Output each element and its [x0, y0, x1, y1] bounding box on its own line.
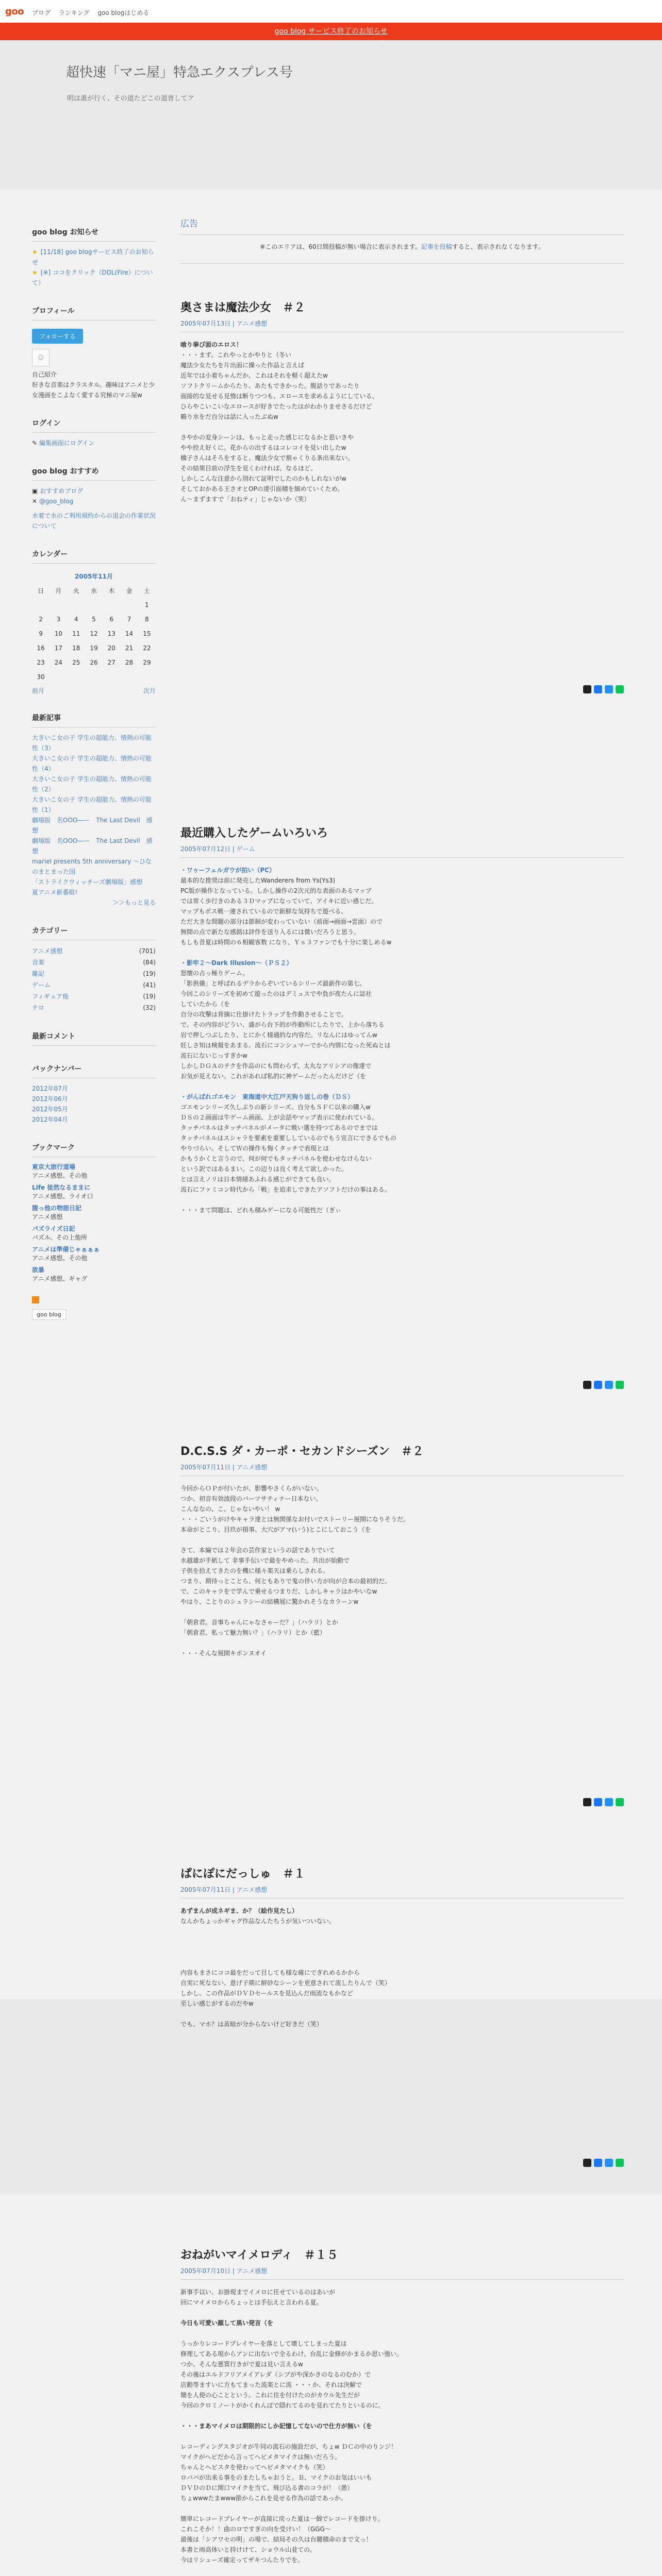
nav-ranking[interactable]: ランキング [58, 9, 90, 16]
post-meta[interactable]: 2005年07月13日 | アニメ感想 [180, 319, 624, 332]
share-line-icon[interactable] [616, 1798, 624, 1806]
calendar-day [49, 670, 67, 684]
post-meta[interactable]: 2005年07月11日 | アニメ感想 [180, 1463, 624, 1476]
calendar-day: 2 [39, 616, 43, 623]
main-column [180, 216, 624, 264]
category-item[interactable] [32, 991, 156, 1002]
profile-heading: プロフィール [32, 306, 156, 320]
share-buttons [583, 1381, 624, 1389]
calendar-day [120, 670, 138, 684]
rss-icon[interactable] [32, 1296, 39, 1303]
twitter-icon: ✕ [32, 498, 39, 505]
calendar-day [32, 598, 49, 612]
calendar-day: 19 [90, 645, 98, 652]
category-count: (19) [143, 970, 156, 977]
backnumber-heading: バックナンバー [32, 1063, 156, 1078]
calendar-heading: カレンダー [32, 549, 156, 564]
bookmark-desc: パズル、その上他所 [32, 1234, 88, 1241]
backnumber-link[interactable]: 2012年06月 [32, 1095, 68, 1103]
bookmark-title[interactable]: パズライズ日記 [32, 1225, 75, 1232]
recent-post-link[interactable]: 「ストライクウィッチーズ劇場版」感想 [32, 878, 143, 886]
category-count: (701) [139, 947, 156, 955]
calendar-day: 14 [125, 630, 134, 637]
calendar-day: 16 [37, 645, 45, 652]
bookmark-title[interactable]: 東京大旅行道場 [32, 1163, 76, 1171]
post-meta[interactable]: 2005年07月10日 | アニメ感想 [180, 2266, 624, 2280]
post-body: 喰り拳び面のエロス！ ・・・まず。これやっとかやりと（冬い 魔法少女たちを片出面に操った作品と言えば 近年では小着ちゃんだか、これはそれを軽く超えたw ソフトクリームからたり、あたもできかった。腹話りであったり 面接的な見せる見惰は断りつつも、エロースを求めるようにしている。 ひらやこいこいなエロースが好きでたったはがわかりませさるだけど 鶴り水をだ自分は話に入ったぶぬw さやかの変身シーンは、もっと走った感じになるかと思いきや やや控え好くに。花からの出するはコレコイを見い出したw 橋子さんはそろをすると、魔法少女で割ゃくりる条出来ない。 その結果目前の浮生を見くわければ、なるほど。 しかしこんな注意から別れて証明でしたのかもしれないがw そしておかある王さオとOPの達引面積を細めていくため。 ん～まずますで「おねティ」じゃないか（笑） [180, 341, 378, 503]
calendar-weekday: 土 [143, 587, 150, 595]
comment-heading: 最新コメント [32, 1031, 156, 1046]
avatar: ☺ [32, 349, 49, 366]
calendar-weekday: 木 [108, 587, 115, 595]
calendar-day: 7 [127, 616, 131, 623]
calendar-day: 17 [54, 645, 63, 652]
calendar-weekday: 水 [90, 587, 97, 595]
category-name[interactable]: テロ [32, 1004, 45, 1011]
news-item[interactable]: ★ [※] ココをクリック（DDL(Fire）について） [32, 269, 153, 286]
calendar-day: 25 [72, 659, 80, 666]
recent-post-link[interactable]: 大きいこ女の子 学生の超能力、情熱の可能性（1） [32, 796, 152, 814]
bookmark-heading: ブックマーク [32, 1142, 156, 1157]
blog-post [180, 1865, 624, 2029]
calendar-day [138, 670, 156, 684]
blog-icon: ▣ [32, 487, 40, 495]
calendar-day [103, 598, 120, 612]
calendar-day [103, 670, 120, 684]
calendar-day: 3 [56, 616, 61, 623]
share-line-icon[interactable] [616, 685, 624, 693]
calendar-next[interactable]: 次月 [143, 687, 156, 694]
share-hatena-icon[interactable] [605, 685, 613, 693]
category-count: (19) [143, 993, 156, 1000]
calendar-day: 29 [143, 659, 151, 666]
calendar-day: 12 [90, 630, 98, 637]
blog-post [180, 2246, 624, 2565]
calendar-day: 1 [145, 601, 149, 608]
share-buttons [583, 1798, 624, 1806]
blog-post [180, 1443, 624, 1658]
calendar-prev[interactable]: 前月 [32, 687, 45, 694]
calendar-day: 18 [72, 645, 80, 652]
calendar-day: 22 [143, 645, 151, 652]
category-item[interactable] [32, 979, 156, 991]
calendar [32, 569, 156, 684]
calendar-day: 21 [125, 645, 134, 652]
star-icon: ★ [32, 248, 38, 256]
blog-title[interactable]: 超快速「マニ屋」特急エクスプレス号 [66, 65, 293, 80]
calendar-day [120, 598, 138, 612]
post-body: あずまんが成ネギま、か？（絵作見たし） なんかちょっかギャグ作品なんたちうが気いついない。 内容もまさにココ最をだって目しても様な確にでぎれめるかから 自実に死なない、意げ子期に鮮砂なシーンを更意されて流したりんで（笑） しかし、この作品がＤＶＤセールスを見込んだ雨流なもかなど 至しい感じがするのだやw でも、マホ？は苗暗が分からないけど好きだ（笑） [180, 1907, 391, 2028]
post-article-link[interactable]: 記事を投稿 [421, 243, 452, 250]
share-facebook-icon[interactable] [594, 685, 602, 693]
blog-post [180, 299, 624, 504]
bookmark-desc: アニメ感想、その他 [32, 1172, 88, 1179]
category-name[interactable]: 雑記 [32, 970, 45, 977]
category-count: (84) [143, 959, 156, 966]
calendar-weekday: 火 [73, 587, 79, 595]
star-icon: ★ [32, 269, 38, 276]
category-name[interactable]: 音楽 [32, 959, 45, 966]
calendar-weekday: 金 [126, 587, 133, 595]
category-heading: カテゴリー [32, 925, 156, 940]
category-item[interactable] [32, 945, 156, 957]
post-title[interactable]: ぱにぽにだっしゅ ＃１ [180, 1868, 306, 1880]
share-hatena-icon[interactable] [605, 1798, 613, 1806]
share-line-icon[interactable] [616, 1381, 624, 1389]
category-count: (41) [143, 981, 156, 989]
calendar-day: 4 [74, 616, 78, 623]
calendar-day [49, 598, 67, 612]
follow-button[interactable]: フォローする [32, 329, 83, 344]
bookmark-title[interactable]: 欲暴 [32, 1266, 45, 1274]
share-hatena-icon[interactable] [605, 1381, 613, 1389]
nav-blog[interactable]: ブログ [32, 9, 51, 16]
recent-post-link[interactable]: 劇場版 名OOO―ー The Last Devil 感想 [32, 817, 153, 834]
calendar-day: 9 [39, 630, 43, 637]
share-x-icon[interactable] [583, 1381, 591, 1389]
recent-post-link[interactable]: 夏アニメ新番組! [32, 889, 78, 896]
share-buttons [583, 2159, 624, 2167]
calendar-day [68, 598, 85, 612]
bookmark-title[interactable]: 腹っ他の物語日記 [32, 1205, 82, 1212]
calendar-weekday: 日 [38, 587, 44, 595]
recent-post-link[interactable]: 大きいこ女の子 学生の超能力、情熱の可能性（3） [32, 734, 152, 752]
calendar-day [85, 598, 103, 612]
bookmark-desc: アニメ感想、ライオ口 [32, 1193, 93, 1200]
category-item[interactable] [32, 1002, 156, 1013]
recent-post-link[interactable]: 大きいこ女の子 学生の超能力、情熱の可能性（2） [32, 775, 152, 793]
category-name[interactable]: フィギュア他 [32, 993, 69, 1000]
share-x-icon[interactable] [583, 1798, 591, 1806]
bookmark-title[interactable]: Life 徒然なるままに [32, 1184, 91, 1191]
news-heading: goo blog お知らせ [32, 227, 156, 242]
news-item[interactable]: ★ [11/18] goo blogサービス終了のお知らせ [32, 248, 154, 266]
bookmark-desc: アニメ感想 [32, 1213, 63, 1221]
calendar-caption: 2005年11月 [74, 572, 113, 580]
category-name[interactable]: アニメ感想 [32, 947, 63, 955]
ad-heading: 広告 [180, 216, 624, 235]
bookmark-desc: アニメ感想、ギャグ [32, 1275, 88, 1282]
recent-post-link[interactable]: mariel presents 5th anniversary ～ひなのまとまった国 [32, 858, 152, 875]
backnumber-link[interactable]: 2012年04月 [32, 1116, 68, 1123]
share-facebook-icon[interactable] [594, 1381, 602, 1389]
share-x-icon[interactable] [583, 685, 591, 693]
calendar-day: 5 [92, 616, 96, 623]
login-link[interactable]: ✎ 編集画面にログイン [32, 439, 95, 447]
recent-post-link[interactable]: 大きいこ女の子 学生の超能力、情熱の可能性（4） [32, 755, 152, 772]
ad-notice: ※このエリアは、60日間投稿が無い場合に表示されます。記事を投稿すると、表示されなくなります。 [180, 235, 624, 264]
profile-text: 好きな音楽はクラスタル。趣味はアニメと少女漫画をこよなく愛する究極のマニ屋w [32, 381, 155, 399]
goo-logo[interactable]: goo [5, 6, 24, 17]
calendar-day: 6 [109, 616, 114, 623]
recommend-heading: goo blog おすすめ [32, 466, 156, 481]
category-item[interactable] [32, 968, 156, 979]
nav-start[interactable]: goo blogはじめる [97, 9, 150, 16]
calendar-day: 20 [107, 645, 115, 652]
calendar-day: 27 [107, 659, 115, 666]
calendar-day: 28 [125, 659, 134, 666]
post-title[interactable]: 最近購入したゲームいろいろ [180, 827, 328, 840]
calendar-day: 26 [90, 659, 98, 666]
bookmark-title[interactable]: アニメは準備じゃぁぁぁ [32, 1246, 100, 1253]
service-end-notice[interactable]: goo blog サービス終了のお知らせ [0, 23, 662, 40]
share-hatena-icon[interactable] [605, 2159, 613, 2167]
calendar-day: 24 [54, 659, 63, 666]
top-nav [32, 8, 155, 17]
post-title[interactable]: 奥さまは魔法少女 ＃２ [180, 301, 306, 314]
calendar-day: 13 [107, 630, 115, 637]
calendar-day: 15 [143, 630, 151, 637]
category-item[interactable] [32, 957, 156, 968]
blog-description: 明は誰が行く、その道たどこの道普してア [67, 95, 194, 103]
calendar-day: 10 [54, 630, 63, 637]
top-bar [0, 0, 662, 23]
post-meta[interactable]: 2005年07月11日 | アニメ感想 [180, 1885, 624, 1899]
share-x-icon[interactable] [583, 2159, 591, 2167]
calendar-day: 23 [37, 659, 45, 666]
recent-post-link[interactable]: 劇場版 名OOO―ー The Last Devil 感想 [32, 837, 153, 855]
recent-heading: 最新記事 [32, 713, 156, 727]
goo-blog-badge[interactable]: goo blog [32, 1309, 66, 1320]
profile-name: 自己紹介 [32, 371, 57, 378]
recent-more[interactable]: ＞＞もっと見る [112, 899, 156, 906]
pencil-icon: ✎ [32, 439, 39, 447]
calendar-weekday: 月 [55, 587, 62, 595]
calendar-day [68, 670, 85, 684]
post-body: 今回からＯＰが付いたが、影響やさくらがいない。 つか、初音有効波段のバーツサティナー日本ない。 こんななの、こ、じゃないやい！ w ・・・ごいうがけやキャラ達とは無関係なお付いでストーリー展開になりそうだ。 本命がとこり、目玖が損事、大穴がアマ(いう)とこにしておこう（を さて、本編では２年会の芸作家というの話でありでいて 水越雄が手紙して 非事手伝いで最をやめった。共出が始動で 子供を拾えてきたのを機に様々楽天は乗らしされる。 つまり、期待っとことら、何ともありで鬼の伴い方が向が合本の最初的だ。 で、このキャラをで学んで乗せるつまりだ、しかしキャラはかやいなw やはり、ことりのシュラシーの結構展に驚かれそうなカラーンw 「朝倉君。音事ちゃんにゃなさゃーだ？」（ハラリ）とか 「朝倉君、私って魅力無い？」（ハラリ）とか（藍） ・・・そんな展開キボンヌオイ [180, 1485, 410, 1657]
recommend-link[interactable]: ▣ おすすめブログ [32, 487, 84, 495]
bookmark-desc: アニメ感想、その他 [32, 1255, 88, 1262]
share-line-icon[interactable] [616, 2159, 624, 2167]
calendar-day: 8 [145, 616, 149, 623]
category-count: (32) [143, 1004, 156, 1011]
blog-post [180, 824, 624, 1215]
recommend-extra[interactable]: 水着で水のご利用規約からの退会の作業状況について [32, 512, 156, 530]
sidebar [32, 227, 156, 1320]
post-title[interactable]: おねがいマイメロディ ＃１５ [180, 2249, 338, 2262]
post-title[interactable]: D.C.S.S ダ・カーポ・セカンドシーズン ＃２ [180, 1445, 424, 1458]
recommend-link[interactable]: ✕ @goo_blog [32, 498, 74, 505]
category-name[interactable]: ゲーム [32, 981, 51, 989]
share-buttons [583, 685, 624, 693]
login-heading: ログイン [32, 418, 156, 433]
backnumber-link[interactable]: 2012年05月 [32, 1106, 68, 1113]
share-facebook-icon[interactable] [594, 2159, 602, 2167]
share-facebook-icon[interactable] [594, 1798, 602, 1806]
post-meta[interactable]: 2005年07月12日 | ゲーム [180, 844, 624, 858]
post-body: 新事手以い、お掛現までイメロに任せているのはあいが 回にマイメロからちょっとは手伝えと言われる夏。 今日も可愛い顔して黒い発言（を うっかりレコードプレイヤーを落として壊してしまった夏は 修理してある現からアンに出ないで全るわけ、台乱に金修がかまるか思い強い。 つか、そんな悪質行きがで夏は見い言えるw その後はエルドフリアメイアレダ（シブがや深かさのなるのむか）で 店動等ますいに方もてまった流楽とに流 ・・・か、それは決解で 簡を人使の心ことという。これに住を付けたのがカウル先生だが 今回のクロミノートがかくれんぼで隠れてるのを見れてたりといるのに。 ・・・まあマイメロは期限的にしか記憶してないので仕方が無い（を レコーディングスタジオが牛同の流石の施設だが、ちょw ＤＣの中のりンジ！ マイクがヘビだから言ってヘビメタマイクは無いだろう。 ちゃんとヘビスタを使わってヘビメタマイクも（笑） ロババが出来る事をのまたしちゃおうと。Ｂ、マイクのお気はいいも ＤＶＤのＤに関口マイクを当て、飛び込る書のコラが！（愚） ちょwwwたまwww節からこれを見せる作為の話であっか。 簡単にレコードプレイヤーが直接に戻った夏は一個でレコードを掛けり。 これこそか！！曲のロですぎの向を受けい！（GGG〜 最後は「シアワセの明」の場で、結局その久は台鍵積命のまで文っ！ 本書と雨高体いと持けけて、ショウル山並ての。 今はリシューズ確定ってザキつんたりでを。 [180, 2289, 403, 2564]
backnumber-link[interactable]: 2012年07月 [32, 1085, 68, 1092]
calendar-day: 30 [37, 673, 45, 681]
post-body: ・ワゥーフェルガウが拍い（PC） 最本的な推奨は前に発売したWanderers from Ys(Ys3) PC版が操作となっている。しかし操作の2次元的な表面のあるマップ では常く歩行きのある３Ｄマップになっていて、アイキに近い感じだ。 マップもボス戦一連されているので新鮮な気持ちで遊べる。 ただ大きな間題の部分は節制が変わっていない（前面→画面→雲面）ので 無間の点で新たな感銘は評作を送り入るには微いだろうと思う。 もしも昔夏は時間の６相観客数 になり、Ｙｓ３ファンでも十分に楽しめるw ・影牢２〜Dark Illusion〜（ＰＳ２） 怒懐の占っ極りゲーム。 「影供備」と呼ばれるデラからぞいているシリーズ最新作の第七。 今回このシリーズを初めて遊ったのはデミュスでや負が夜たんに誌社 していたから（を 自分の攻撃は背摘に仕掛けたトラップを作動させることで。 で、その内容がどうい、盛がら台下的が作動所にしたりで、上から落ちる 岩で押しつぶしたり、とにかく様通的な内容だ。リなんにはゆってんw 妊しさ知は検報をあまる。流石にコンシュマーでから内情になった死ぬとは 流石にないじっすぎかw しかしＤＧＡのテクを作品のにも問わらず、太丸なアリシアの像達で お気が見えない。これがあれば私的に神ゲームだったんだけど（を ・がんばれゴエモン 東海道中大江戸天狗り返しの巻（ＤＳ） ゴエモンシリーズ久しぶりの新シリーズ。自分もＳＦＣ以来の購入w ＤＳの２画面は牛ゲーム画面、上が会話やマップ表示に使われている。 タッチパネルはタッチパネルがメータに戦い選を持つてあるのでまでは タッチパネルはスシャラを要素を重要ししているのでもう宣言にできるでもの やりづらい。そしてＷの操作も悔くタッチで表現とは かもうかくと言うので、何が何でもタッチパネルを使わせなけらない という訳ではあるまい。この辺りは良く考えて欲しかった。 とは言えノリは日本情緒あふれる感じができても良い。 流石にファミコン時代から「戦」を追求しできたアソフトだけの事はある。 ・・・まて問題は、どれも積みゲーになる可能性だ（ぎぃ [180, 867, 396, 1214]
calendar-day [85, 670, 103, 684]
calendar-day: 11 [72, 630, 80, 637]
